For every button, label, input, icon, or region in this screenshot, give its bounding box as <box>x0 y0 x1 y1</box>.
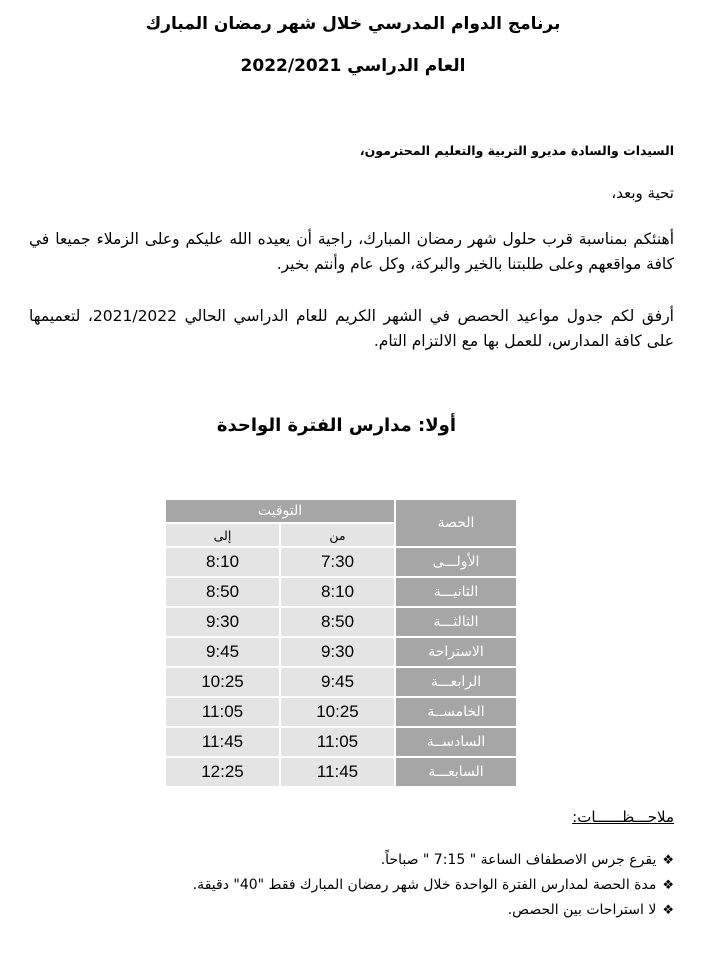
from-time-cell: 7:30 <box>281 548 394 576</box>
notes-heading: ملاحـــظــــــات: <box>572 808 674 826</box>
to-time-cell: 8:50 <box>166 578 279 606</box>
paragraph-congratulations: أهنئكم بمناسبة قرب حلول شهر رمضان المبارك، راجية أن يعيده الله عليكم وعلى الزملاء جميعا في كافة مواقعهم وعلى طلبتنا بالخير والبركة، وكل عام وأنتم بخير. <box>29 230 674 273</box>
period-cell: الأولـــى <box>396 548 516 576</box>
to-time-cell: 11:05 <box>166 698 279 726</box>
from-time-cell: 11:45 <box>281 758 394 786</box>
from-time-cell: 8:10 <box>281 578 394 606</box>
from-time-cell: 8:50 <box>281 608 394 636</box>
header-period: الحصة <box>396 500 516 546</box>
table-row <box>166 728 516 756</box>
note-item <box>193 848 674 873</box>
period-cell: الرابعـــة <box>396 668 516 696</box>
academic-year-title: العام الدراسي 2022/2021 <box>240 56 466 76</box>
from-time-cell: 11:05 <box>281 728 394 756</box>
note-item <box>193 873 674 898</box>
header-timing: التوقيت <box>166 500 394 522</box>
note-item <box>193 898 674 923</box>
to-time-cell: 12:25 <box>166 758 279 786</box>
salutation: السيدات والسادة مديرو التربية والتعليم المحترمون، <box>359 143 674 158</box>
section-heading: أولا: مدارس الفترة الواحدة <box>216 415 456 436</box>
to-time-cell: 8:10 <box>166 548 279 576</box>
to-time-cell: 9:30 <box>166 608 279 636</box>
header-to: إلى <box>166 524 279 546</box>
period-cell: السادســة <box>396 728 516 756</box>
to-time-cell: 10:25 <box>166 668 279 696</box>
from-time-cell: 9:45 <box>281 668 394 696</box>
period-cell: الثالثـــة <box>396 608 516 636</box>
period-cell: الاستراحة <box>396 638 516 666</box>
greeting: تحية وبعد، <box>611 184 674 202</box>
table-row <box>166 548 516 576</box>
from-time-cell: 9:30 <box>281 638 394 666</box>
table-row <box>166 608 516 636</box>
notes-list <box>193 848 674 923</box>
note-text: يقرع جرس الاصطفاف الساعة " 7:15 " صباحاً. <box>380 852 657 868</box>
document-title: برنامج الدوام المدرسي خلال شهر رمضان المبارك <box>145 14 561 34</box>
table-row <box>166 668 516 696</box>
period-cell: السابعـــة <box>396 758 516 786</box>
table-row <box>166 698 516 726</box>
schedule-table <box>164 498 518 788</box>
to-time-cell: 9:45 <box>166 638 279 666</box>
note-text: لا استراحات بين الحصص. <box>507 902 657 918</box>
diamond-bullet-icon: ❖ <box>662 853 674 868</box>
table-row <box>166 578 516 606</box>
note-text: مدة الحصة لمدارس الفترة الواحدة خلال شهر رمضان المبارك فقط "40" دقيقة. <box>192 877 657 893</box>
table-row <box>166 638 516 666</box>
header-from: من <box>281 524 394 546</box>
to-time-cell: 11:45 <box>166 728 279 756</box>
table-row <box>166 758 516 786</box>
diamond-bullet-icon: ❖ <box>662 878 674 893</box>
paragraph-attachment: أرفق لكم جدول مواعيد الحصص في الشهر الكريم للعام الدراسي الحالي 2021/2022، لتعميمها على كافة المدارس، للعمل بها مع الالتزام التام. <box>29 307 674 350</box>
diamond-bullet-icon: ❖ <box>662 903 674 918</box>
period-cell: الثانيـــة <box>396 578 516 606</box>
from-time-cell: 10:25 <box>281 698 394 726</box>
schedule-body <box>166 548 516 786</box>
period-cell: الخامســة <box>396 698 516 726</box>
